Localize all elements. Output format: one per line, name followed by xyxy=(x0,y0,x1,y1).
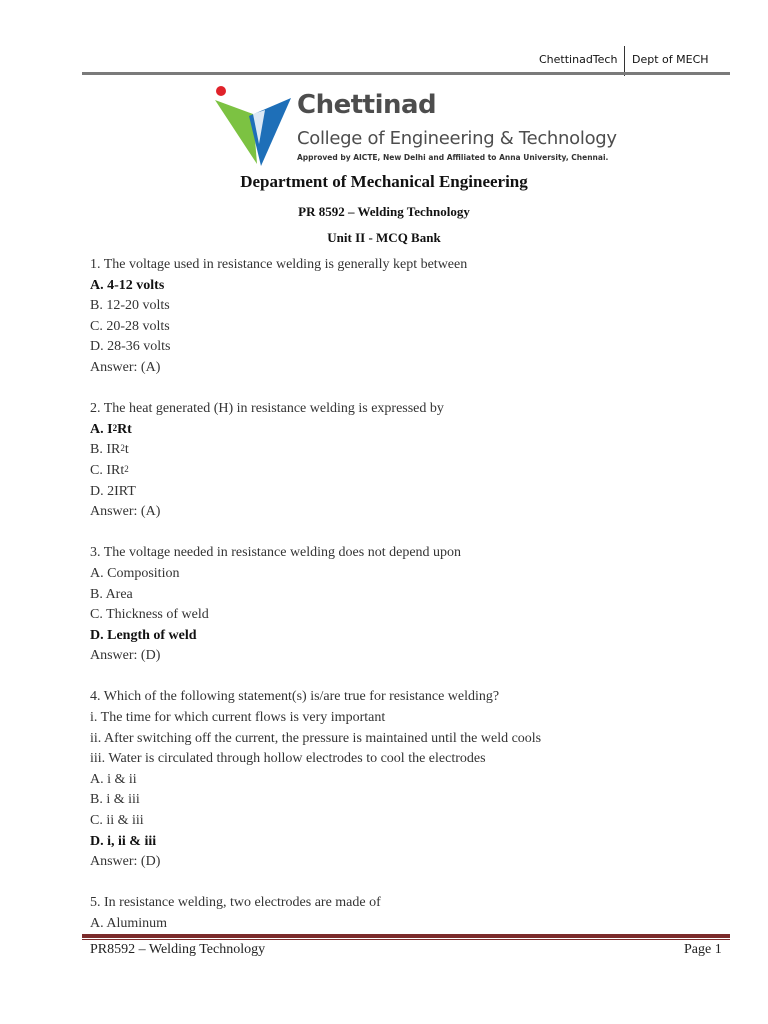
question-2: 2. The heat generated (H) in resistance welding is expressed by xyxy=(90,401,444,417)
q3-option-a: A. Composition xyxy=(90,565,180,581)
q2-option-c-base: C. IRt xyxy=(90,462,125,478)
question-4: 4. Which of the following statement(s) is/are true for resistance welding? xyxy=(90,689,500,705)
header-department: Dept of MECH xyxy=(632,53,709,66)
q5-option-a: A. Aluminum xyxy=(90,916,168,931)
header-rule xyxy=(82,72,730,75)
q4-option-b: B. i & iii xyxy=(90,792,140,808)
q2-option-b-rest: t xyxy=(124,442,129,458)
page-number: Page 1 xyxy=(684,942,722,957)
logo-emblem-icon xyxy=(213,84,295,168)
q2-option-a-base: A. I xyxy=(90,421,113,437)
header-institution: ChettinadTech xyxy=(539,53,618,66)
q2-answer: Answer: (A) xyxy=(90,504,161,520)
q3-option-c: C. Thickness of weld xyxy=(90,607,209,623)
question-3: 3. The voltage needed in resistance welding does not depend upon xyxy=(90,545,462,561)
q2-option-a-exponent: 2 xyxy=(112,422,118,433)
q1-option-a-correct: A. 4-12 volts xyxy=(90,277,165,293)
q4-statement-i: i. The time for which current flows is very important xyxy=(90,710,386,726)
q2-option-a-correct xyxy=(90,420,740,441)
q2-option-c-exponent: 2 xyxy=(124,463,129,474)
q4-statement-ii: ii. After switching off the current, the pressure is maintained until the weld cools xyxy=(90,730,542,746)
q1-option-c: C. 20-28 volts xyxy=(90,318,170,334)
question-5: 5. In resistance welding, two electrodes are made of xyxy=(90,895,381,911)
logo-name: Chettinad xyxy=(297,90,437,120)
q4-option-a: A. i & ii xyxy=(90,771,137,787)
q2-option-b xyxy=(90,440,740,461)
q2-option-d xyxy=(90,482,740,503)
q3-option-d-correct: D. Length of weld xyxy=(90,627,197,643)
q3-option-b: B. Area xyxy=(90,586,133,602)
q4-answer: Answer: (D) xyxy=(90,854,161,870)
course-title: PR 8592 – Welding Technology xyxy=(298,204,470,219)
q1-option-b: B. 12-20 volts xyxy=(90,298,170,314)
mcq-list xyxy=(90,255,740,935)
footer-rule-thin xyxy=(82,939,730,940)
footer-rule-thick xyxy=(82,934,730,938)
q2-option-c xyxy=(90,461,740,482)
q4-option-c: C. ii & iii xyxy=(90,813,144,829)
footer-course: PR8592 – Welding Technology xyxy=(90,942,266,957)
q4-option-d-correct: D. i, ii & iii xyxy=(90,833,157,849)
q2-option-a-rest: Rt xyxy=(117,421,132,437)
q1-answer: Answer: (A) xyxy=(90,359,161,375)
q3-answer: Answer: (D) xyxy=(90,648,161,664)
logo-tagline: Approved by AICTE, New Delhi and Affiliated to Anna University, Chennai. xyxy=(297,153,609,162)
q2-option-b-base: B. IR xyxy=(90,442,121,458)
department-title: Department of Mechanical Engineering xyxy=(240,172,528,191)
q2-option-d-base: D. 2IRT xyxy=(90,483,136,499)
question-1: 1. The voltage used in resistance welding is generally kept between xyxy=(90,257,468,272)
q1-option-d: D. 28-36 volts xyxy=(90,339,171,355)
q4-statement-iii: iii. Water is circulated through hollow electrodes to cool the electrodes xyxy=(90,751,486,767)
logo-subtitle: College of Engineering & Technology xyxy=(297,128,617,149)
unit-title: Unit II - MCQ Bank xyxy=(327,230,441,245)
q2-option-b-exponent: 2 xyxy=(120,443,125,454)
college-logo xyxy=(213,84,617,168)
